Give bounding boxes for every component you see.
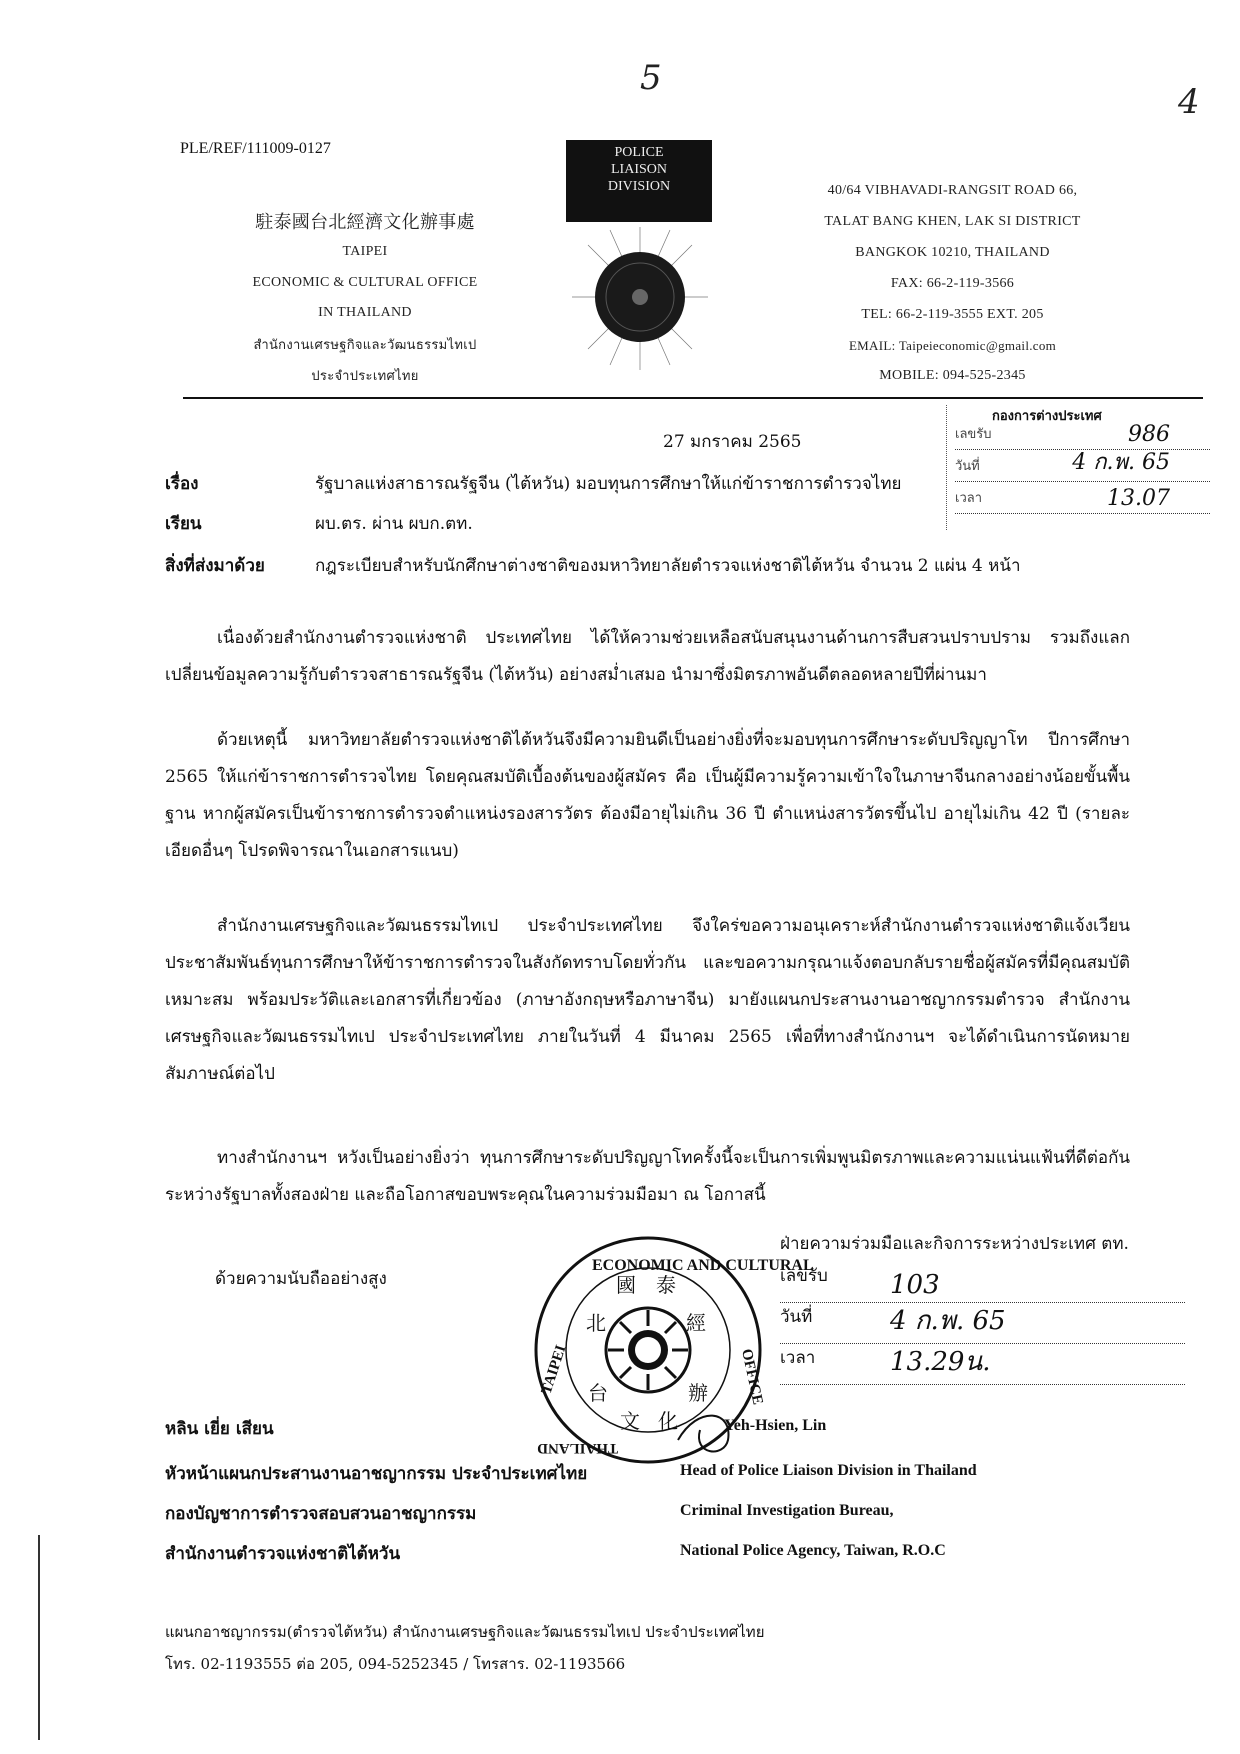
address-line3: BANGKOK 10210, THAILAND [855,245,1050,260]
signer-title-english-line3: National Police Agency, Taiwan, R.O.C [680,1542,946,1559]
signer-title-thai-line1: หัวหน้าแผนกประสานงานอาชญากรรม ประจำประเทศไทย [165,1464,588,1484]
body-paragraph-1: เนื่องด้วยสำนักงานตำรวจแห่งชาติ ประเทศไทย ได้ให้ความช่วยเหลือสนับสนุนงานด้านการสืบสวนปราบปราม รวมถึงแลกเปลี่ยนข้อมูลความรู้กับตำรวจสาธารณรัฐจีน (ไต้หวัน) อย่างสม่ำเสมอ นำมาซึ่งมิตรภาพอันดีตลอดหลายปีที่ผ่านมา [165,628,1130,685]
svg-text:台: 台 [588,1381,608,1405]
page-mark-center: 5 [640,58,662,98]
svg-text:文: 文 [620,1409,640,1433]
office-name-line1: TAIPEI [342,244,388,259]
receipt-stamp-title: กองการต่างประเทศ [992,409,1102,424]
address-line2: TALAT BANG KHEN, LAK SI DISTRICT [824,214,1081,229]
body-paragraph-4: ทางสำนักงานฯ หวังเป็นอย่างยิ่งว่า ทุนการศึกษาระดับปริญญาโทครั้งนี้จะเป็นการเพิ่มพูนมิตรภาพและความแน่นแฟ้นที่ดีต่อกันระหว่างรัฐบาลทั้งสองฝ่าย และถือโอกาสขอบพระคุณในความร่วมมือมา ณ โอกาสนี้ [165,1148,1130,1205]
seal-left-text: TAIPEI [538,1343,570,1397]
signer-name-thai: หลิน เยี่ย เสียน [165,1419,274,1439]
svg-text:辦: 辦 [688,1381,708,1405]
office-name-line3: IN THAILAND [318,305,412,320]
mobile-number: MOBILE: 094-525-2345 [879,368,1026,383]
office-chinese-name: 駐泰國台北經濟文化辦事處 [255,212,475,233]
footer-contact: โทร. 02-1193555 ต่อ 205, 094-5252345 / โทรสาร. 02-1193566 [165,1655,626,1673]
address-line1: 40/64 VIBHAVADI-RANGSIT ROAD 66, [827,183,1078,198]
police-badge-icon [570,225,710,375]
enclosure-text: กฎระเบียบสำหรับนักศึกษาต่างชาติของมหาวิทยาลัยตำรวจแห่งชาติไต้หวัน จำนวน 2 แผ่น 4 หน้า [315,556,1021,576]
registry-row-time-value: 13.29น. [890,1347,991,1377]
svg-text:國: 國 [616,1273,636,1297]
subject-text: รัฐบาลแห่งสาธารณรัฐจีน (ไต้หวัน) มอบทุนการศึกษาให้แก่ข้าราชการตำรวจไทย [315,474,902,494]
to-text: ผบ.ตร. ผ่าน ผบก.ตท. [315,514,473,534]
letter-date: 27 มกราคม 2565 [663,432,802,452]
registry-stamp [780,1230,1185,1385]
registry-row-date [780,1303,1185,1344]
seal-top-text: ECONOMIC AND CULTURAL [592,1257,814,1274]
police-liaison-plate [566,140,712,222]
receipt-row-time-value: 13.07 [1107,486,1170,511]
signer-title-thai-line3: สำนักงานตำรวจแห่งชาติไต้หวัน [165,1544,401,1564]
svg-text:化: 化 [658,1409,678,1433]
subject-label: เรื่อง [165,474,199,494]
tel-number: TEL: 66-2-119-3555 EXT. 205 [861,307,1044,322]
signer-title-english-line2: Criminal Investigation Bureau, [680,1502,894,1519]
body-paragraph-3: สำนักงานเศรษฐกิจและวัฒนธรรมไทเป ประจำประเทศไทย จึงใคร่ขอความอนุเคราะห์สำนักงานตำรวจแห่งชาติแจ้งเวียนประชาสัมพันธ์ทุนการศึกษาให้ข้าราชการตำรวจในสังกัดทราบโดยทั่วกัน และขอความกรุณาแจ้งตอบกลับรายชื่อผู้สมัครที่มีคุณสมบัติเหมาะสม พร้อมประวัติและเอกสารที่เกี่ยวข้อง (ภาษาอังกฤษหรือภาษาจีน) มายังแผนกประสานงานอาชญากรรมตำรวจ สำนักงานเศรษฐกิจและวัฒนธรรมไทเป ประจำประเทศไทย ภายในวันที่ 4 มีนาคม 2565 เพื่อที่ทางสำนักงานฯ จะได้ดำเนินการนัดหมายสัมภาษณ์ต่อไป [165,916,1130,1084]
seal-bottom-text: THAILAND [537,1440,618,1456]
office-thai-line1: สำนักงานเศรษฐกิจและวัฒนธรรมไทเป [253,338,477,353]
svg-text:經: 經 [686,1311,706,1335]
email-address: EMAIL: Taipeieconomic@gmail.com [848,338,1057,353]
plate-line3: DIVISION [607,179,671,194]
receipt-row-number-value: 986 [1128,422,1170,447]
plate-line2: LIAISON [611,162,667,177]
registry-stamp-title: ฝ่ายความร่วมมือและกิจการระหว่างประเทศ ตท. [780,1234,1129,1254]
registry-row-number [780,1262,1185,1303]
receipt-row-number-label: เลขรับ [955,427,992,442]
registry-row-number-value: 103 [890,1270,940,1300]
receipt-row-date [955,450,1210,482]
receipt-stamp [946,405,1212,530]
registry-row-time-label: เวลา [780,1348,816,1368]
margin-line [38,1535,40,1740]
office-thai-line2: ประจำประเทศไทย [311,369,419,384]
svg-text:泰: 泰 [656,1273,676,1297]
svg-text:北: 北 [586,1311,606,1335]
signer-title-english-line1: Head of Police Liaison Division in Thailand [680,1462,977,1479]
registry-row-date-value: 4 ก.พ. 65 [890,1306,1006,1336]
reference-number: PLE/REF/111009-0127 [180,140,331,157]
signer-name-english: Yeh-Hsien, Lin [724,1417,827,1434]
registry-row-time [780,1344,1185,1385]
receipt-row-date-label: วันที่ [955,459,980,474]
fax-number: FAX: 66-2-119-3566 [890,276,1015,291]
footer-department: แผนกอาชญากรรม(ตำรวจไต้หวัน) สำนักงานเศรษฐกิจและวัฒนธรรมไทเป ประจำประเทศไทย [165,1623,765,1641]
receipt-row-date-value: 4 ก.พ. 65 [1072,450,1170,475]
closing-text: ด้วยความนับถืออย่างสูง [215,1269,387,1289]
body-paragraph-2: ด้วยเหตุนี้ มหาวิทยาลัยตำรวจแห่งชาติไต้หวันจึงมีความยินดีเป็นอย่างยิ่งที่จะมอบทุนการศึกษาระดับปริญญาโท ปีการศึกษา 2565 ให้แก่ข้าราชการตำรวจไทย โดยคุณสมบัติเบื้องต้นของผู้สมัคร คือ เป็นผู้มีความรู้ความเข้าใจในภาษาจีนกลางอย่างน้อยขั้นพื้นฐาน หากผู้สมัครเป็นข้าราชการตำรวจตำแหน่งรองสารวัตร ต้องมีอายุไม่เกิน 36 ปี ตำแหน่งสารวัตรขึ้นไป อายุไม่เกิน 42 ปี (รายละเอียดอื่นๆ โปรดพิจารณาในเอกสารแนบ) [165,730,1130,861]
header-divider [183,397,1203,399]
office-name-line2: ECONOMIC & CULTURAL OFFICE [252,275,478,290]
receipt-row-time [955,487,1210,514]
enclosure-label: สิ่งที่ส่งมาด้วย [165,556,265,576]
page-mark-right: 4 [1178,82,1200,122]
receipt-row-time-label: เวลา [955,491,983,506]
registry-row-date-label: วันที่ [780,1307,813,1327]
seal-right-text: OFFICE [738,1347,766,1407]
plate-line1: POLICE [614,145,664,160]
signer-title-thai-line2: กองบัญชาการตำรวจสอบสวนอาชญากรรม [165,1504,477,1524]
registry-row-number-label: เลขรับ [780,1266,828,1286]
to-label: เรียน [165,514,202,534]
